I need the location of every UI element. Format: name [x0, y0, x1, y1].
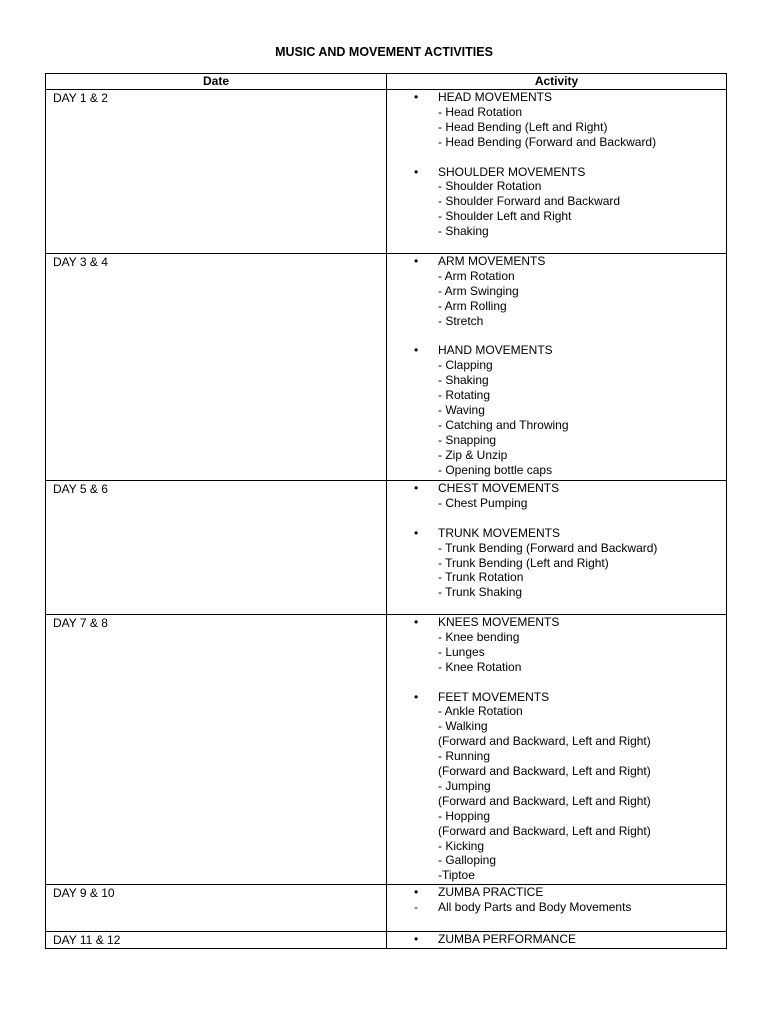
activity-group	[387, 932, 726, 947]
bullet-icon: •	[414, 90, 419, 104]
activity-heading	[387, 165, 726, 180]
activity-item: - Hopping	[438, 808, 491, 823]
table-body	[46, 90, 727, 949]
activity-heading	[387, 481, 726, 496]
day-cell: DAY 7 & 8	[46, 615, 387, 885]
day-cell: DAY 11 & 12	[46, 932, 387, 949]
activity-item: - Ankle Rotation	[438, 704, 523, 719]
bullet-icon: •	[414, 689, 419, 704]
table-header-row	[46, 74, 727, 90]
activity-heading-text: HAND MOVEMENTS	[438, 343, 553, 358]
activity-item: - Trunk Shaking	[438, 585, 523, 600]
day-cell: DAY 3 & 4	[46, 254, 387, 481]
activity-item: - Jumping	[438, 778, 491, 793]
activity-group	[387, 343, 726, 477]
bullet-icon: •	[414, 525, 419, 540]
activity-group	[387, 690, 726, 884]
dash-mark: -	[414, 899, 418, 914]
activity-item: - Kicking	[438, 838, 485, 853]
day-cell: DAY 1 & 2	[46, 90, 387, 254]
bullet-icon: •	[414, 932, 419, 946]
activity-item: - Catching and Throwing	[438, 417, 569, 432]
activity-cell	[387, 885, 727, 932]
table-row	[46, 932, 727, 949]
activity-item: - Clapping	[438, 358, 493, 373]
activity-item: - Shoulder Forward and Backward	[438, 194, 621, 209]
table-row	[46, 90, 727, 254]
activity-group	[387, 526, 726, 601]
activity-item: - Head Rotation	[438, 104, 523, 119]
bullet-icon: •	[414, 254, 419, 268]
activity-column-header: Activity	[387, 74, 727, 90]
bullet-icon: •	[414, 481, 419, 495]
activity-group	[387, 885, 726, 900]
activity-item: - Knee bending	[438, 629, 520, 644]
activity-heading	[387, 885, 726, 900]
activity-item: - Zip & Unzip	[438, 447, 508, 462]
activity-item: - Arm Swinging	[438, 283, 519, 298]
activity-heading-text: ZUMBA PRACTICE	[438, 885, 544, 899]
activity-heading	[387, 932, 726, 947]
activity-heading	[387, 526, 726, 541]
activity-heading-text: CHEST MOVEMENTS	[438, 481, 560, 495]
activity-heading-text: ARM MOVEMENTS	[438, 254, 546, 268]
activity-heading-text: TRUNK MOVEMENTS	[438, 525, 561, 540]
activity-item: (Forward and Backward, Left and Right)	[438, 764, 651, 779]
bullet-icon: •	[414, 164, 419, 179]
activity-item: (Forward and Backward, Left and Right)	[438, 823, 651, 838]
table-row	[46, 615, 727, 885]
activity-cell	[387, 90, 727, 254]
activity-group	[387, 90, 726, 150]
page-title: MUSIC AND MOVEMENT ACTIVITIES	[275, 45, 493, 59]
activity-item: - Shoulder Rotation	[438, 179, 542, 194]
table-row	[46, 481, 727, 615]
activity-cell	[387, 615, 727, 885]
activity-item: - Walking	[438, 719, 488, 734]
activity-heading-text: HEAD MOVEMENTS	[438, 90, 553, 104]
activity-heading-text: SHOULDER MOVEMENTS	[438, 164, 586, 179]
activity-item: -Tiptoe	[438, 868, 475, 883]
activity-heading	[387, 90, 726, 105]
activity-heading-text: KNEES MOVEMENTS	[438, 615, 560, 629]
activity-item: - Shoulder Left and Right	[438, 209, 572, 224]
activity-item: - Rotating	[438, 388, 491, 403]
bullet-icon: •	[414, 615, 419, 629]
activity-item: - Opening bottle caps	[438, 462, 553, 477]
activities-table	[45, 73, 727, 949]
activity-item: - Trunk Bending (Forward and Backward)	[438, 540, 658, 555]
activity-item: - Head Bending (Left and Right)	[438, 119, 608, 134]
activity-item: - Galloping	[438, 853, 497, 868]
activity-item: - Snapping	[438, 432, 497, 447]
activity-item: - Shaking	[438, 224, 489, 239]
activity-group	[387, 165, 726, 240]
activity-item: - Arm Rolling	[438, 298, 507, 313]
table-row	[46, 885, 727, 932]
activity-cell	[387, 254, 727, 481]
activity-group	[387, 254, 726, 329]
activity-cell	[387, 481, 727, 615]
activity-item: - Stretch	[438, 313, 484, 328]
activity-item: - Waving	[438, 403, 485, 418]
activity-note	[387, 900, 726, 915]
activity-item: - Lunges	[438, 644, 485, 659]
activity-heading	[387, 343, 726, 358]
day-cell: DAY 5 & 6	[46, 481, 387, 615]
activity-heading	[387, 254, 726, 269]
activity-item: - Running	[438, 749, 491, 764]
activity-heading	[387, 690, 726, 705]
activity-heading-text: FEET MOVEMENTS	[438, 689, 550, 704]
table-row	[46, 254, 727, 481]
activity-item: - Shaking	[438, 373, 489, 388]
activity-item: - Head Bending (Forward and Backward)	[438, 134, 657, 149]
activity-item: - Knee Rotation	[438, 659, 522, 674]
activity-group	[387, 481, 726, 511]
day-cell: DAY 9 & 10	[46, 885, 387, 932]
activity-item: - Chest Pumping	[438, 495, 528, 510]
activity-item: - Trunk Rotation	[438, 570, 524, 585]
activity-item: - Arm Rotation	[438, 268, 515, 283]
activity-heading	[387, 615, 726, 630]
activity-heading-text: ZUMBA PERFORMANCE	[438, 932, 577, 946]
activity-note-text: All body Parts and Body Movements	[438, 899, 632, 914]
activity-item: (Forward and Backward, Left and Right)	[438, 793, 651, 808]
bullet-icon: •	[414, 343, 419, 358]
date-column-header: Date	[46, 74, 387, 90]
activity-item: (Forward and Backward, Left and Right)	[438, 734, 651, 749]
activity-group	[387, 615, 726, 675]
bullet-icon: •	[414, 885, 419, 899]
activity-item: - Trunk Bending (Left and Right)	[438, 555, 609, 570]
activity-cell	[387, 932, 727, 949]
